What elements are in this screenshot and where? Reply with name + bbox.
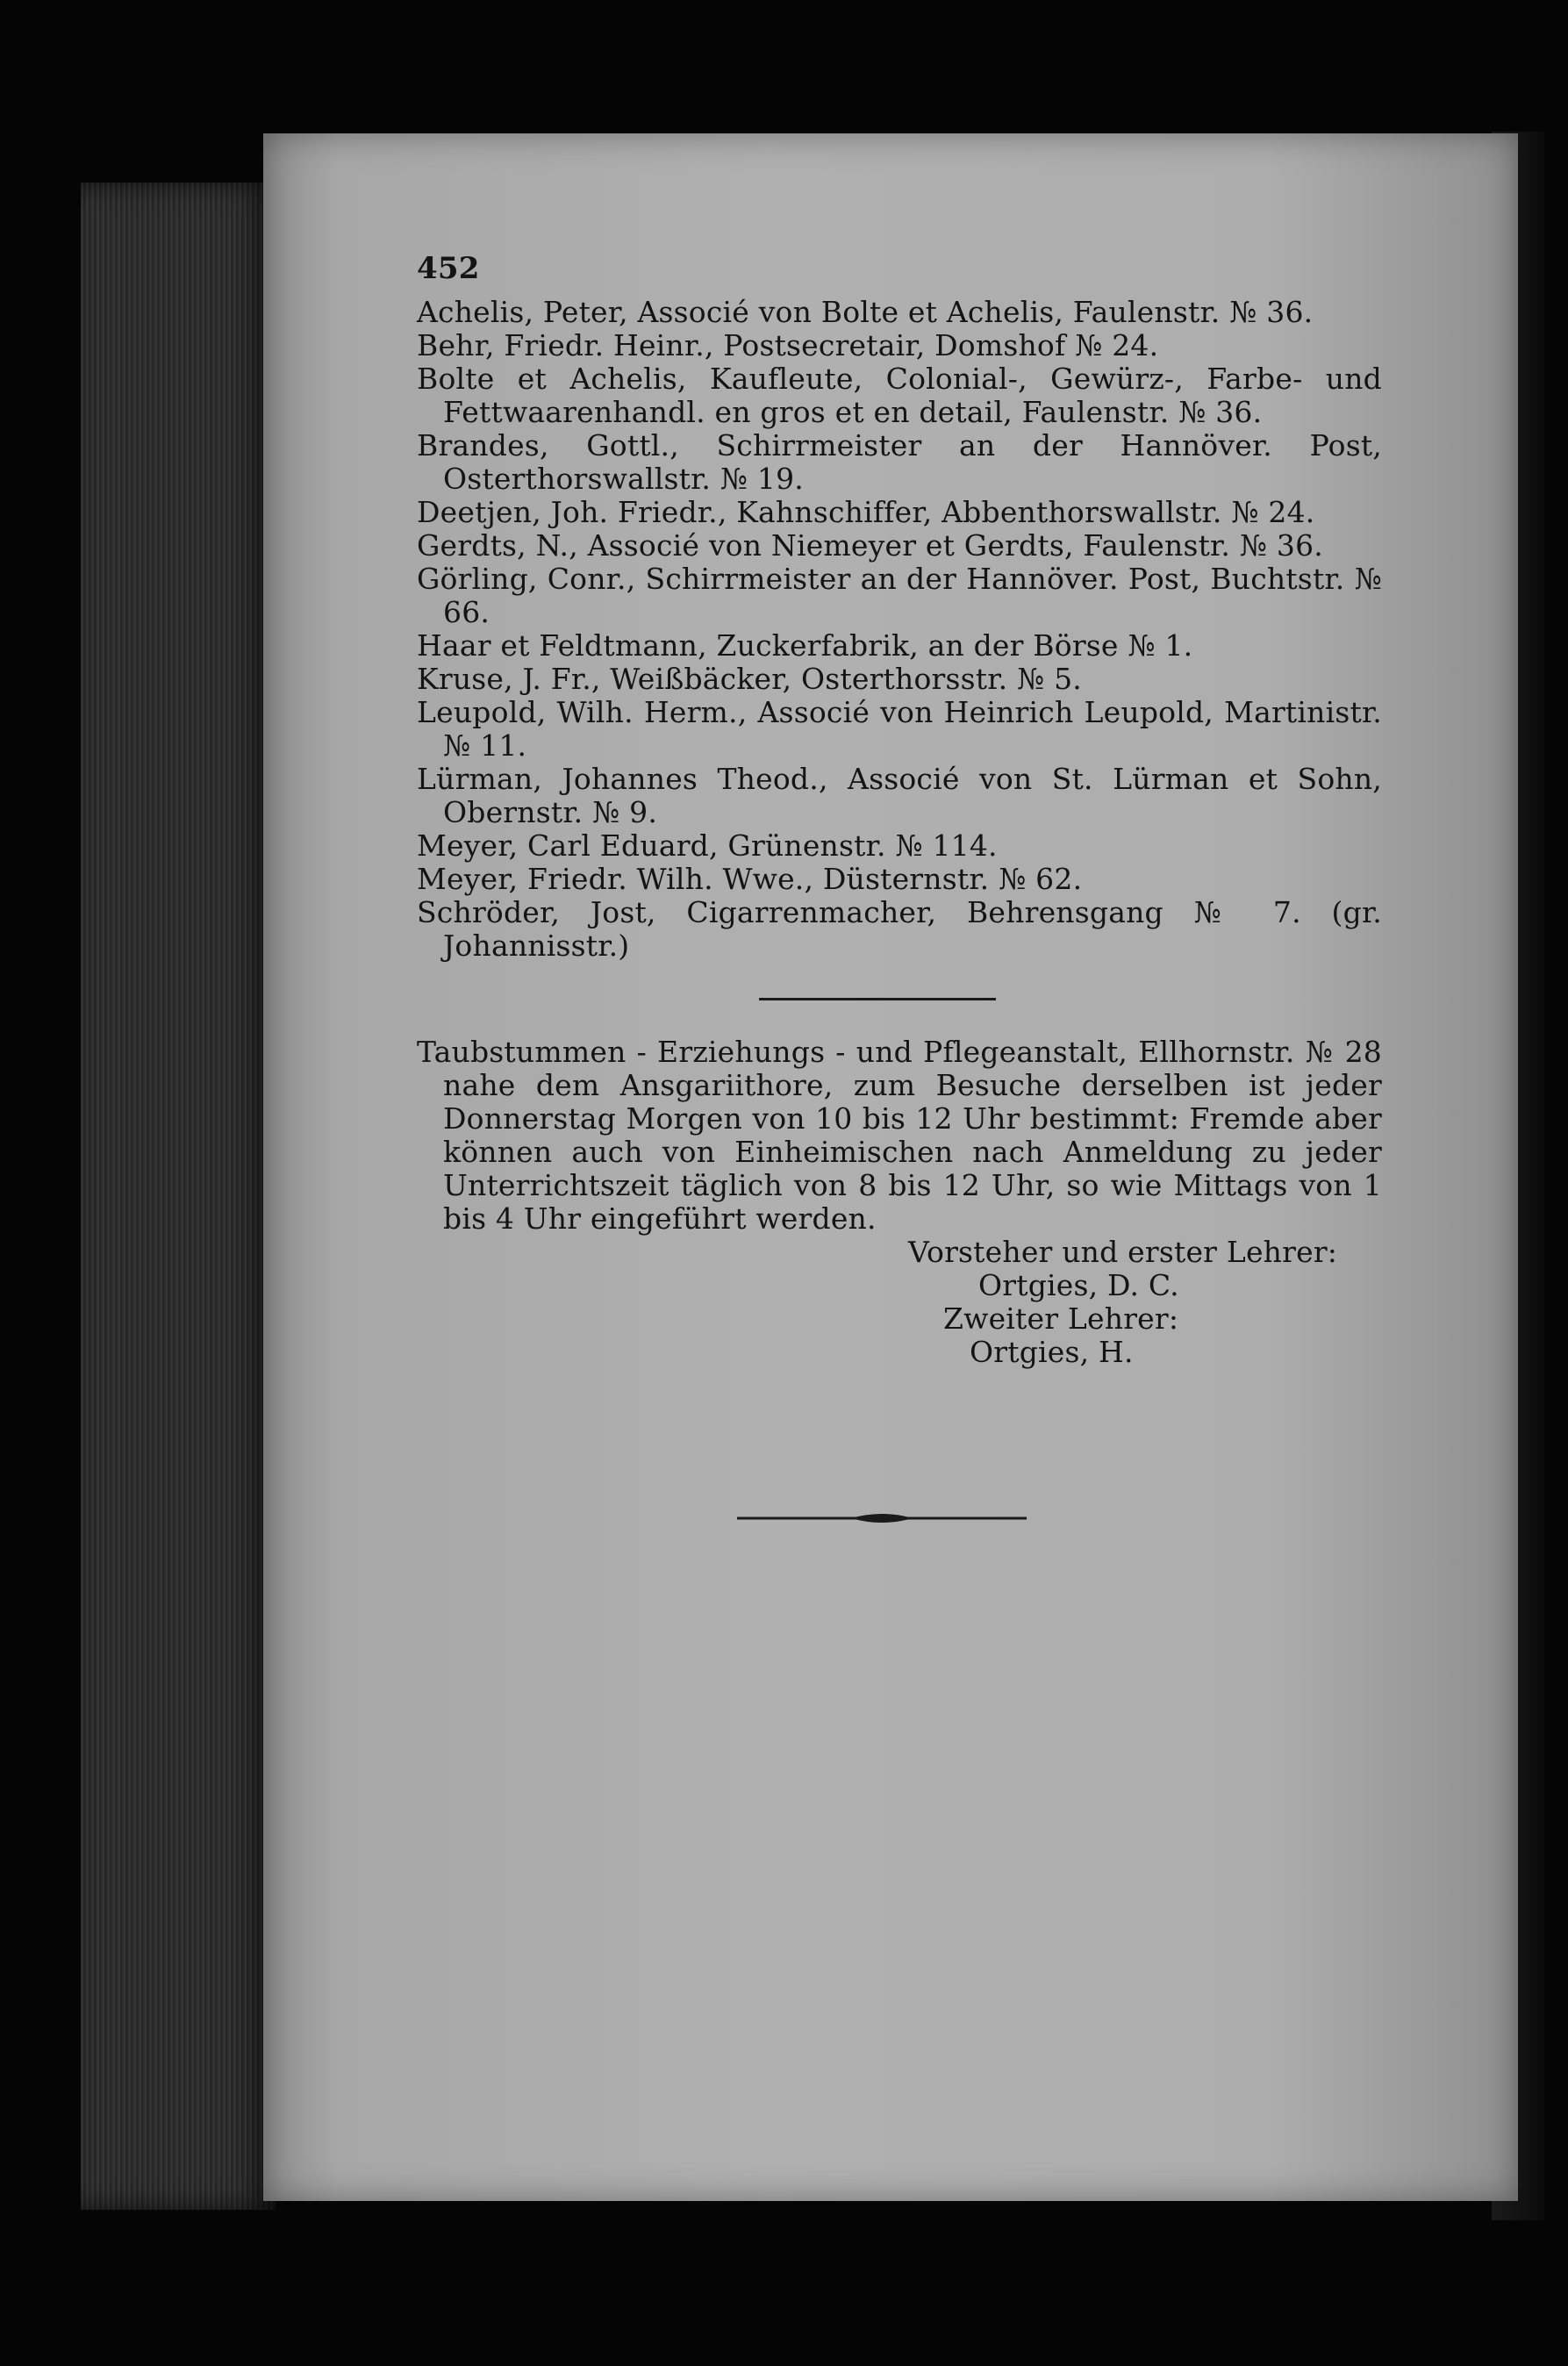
directory-entries (417, 296, 1382, 963)
directory-entry: Görling, Conr., Schirrmeister an der Hannöver. Post, Buchtstr. № 66. (417, 562, 1382, 629)
signature-block (417, 1236, 1382, 1369)
signature-name-1: Ortgies, D. C. (978, 1268, 1179, 1302)
page-number: 452 (417, 251, 480, 286)
signature-title-2: Zweiter Lehrer: (943, 1301, 1179, 1336)
directory-entry: Meyer, Carl Eduard, Grünenstr. № 114. (417, 828, 998, 863)
directory-entry: Achelis, Peter, Associé von Bolte et Achelis, Faulenstr. № 36. (417, 295, 1314, 329)
institution-notice: Taubstummen - Erziehungs - und Pflegeanstalt, Ellhornstr. № 28 nahe dem Ansgariithore, zum Besuche derselben ist jeder Donnerstag Morgen von 10 bis 12 Uhr bestimmt: Fremde aber können auch von Einheimischen nach Anmeldung zu jeder Unterrichtszeit täglich von 8 bis 12 Uhr, so wie Mittags von 1 bis 4 Uhr eingeführt werden. (417, 1035, 1382, 1236)
directory-entry: Bolte et Achelis, Kaufleute, Colonial-, Gewürz-, Farbe- und Fettwaarenhandl. en gros et en detail, Faulenstr. № 36. (417, 362, 1382, 429)
directory-entry: Schröder, Jost, Cigarrenmacher, Behrensgang № 7. (gr. Johannisstr.) (417, 895, 1382, 963)
directory-entry: Brandes, Gottl., Schirrmeister an der Hannöver. Post, Osterthorswallstr. № 19. (417, 428, 1382, 496)
signature-name-2: Ortgies, H. (970, 1335, 1134, 1369)
directory-entry: Kruse, J. Fr., Weißbäcker, Osterthorsstr. № 5. (417, 662, 1082, 696)
signature-title-1: Vorsteher und erster Lehrer: (908, 1235, 1338, 1269)
directory-entry: Meyer, Friedr. Wilh. Wwe., Düsternstr. № 62. (417, 862, 1083, 896)
directory-entry: Leupold, Wilh. Herm., Associé von Heinrich Leupold, Martinistr. № 11. (417, 695, 1382, 763)
directory-entry: Gerdts, N., Associé von Niemeyer et Gerdts, Faulenstr. № 36. (417, 528, 1323, 563)
directory-entry: Deetjen, Joh. Friedr., Kahnschiffer, Abbenthorswallstr. № 24. (417, 495, 1315, 529)
end-ornament-icon (737, 1509, 1027, 1527)
book-page (263, 133, 1518, 2201)
directory-entry: Behr, Friedr. Heinr., Postsecretair, Domshof № 24. (417, 328, 1159, 362)
directory-entry: Lürman, Johannes Theod., Associé von St. Lürman et Sohn, Obernstr. № 9. (417, 762, 1382, 829)
section-divider (759, 998, 996, 1000)
book-page-edges (81, 183, 276, 2210)
directory-entry: Haar et Feldtmann, Zuckerfabrik, an der Börse № 1. (417, 628, 1193, 663)
page-content (417, 252, 1382, 1534)
